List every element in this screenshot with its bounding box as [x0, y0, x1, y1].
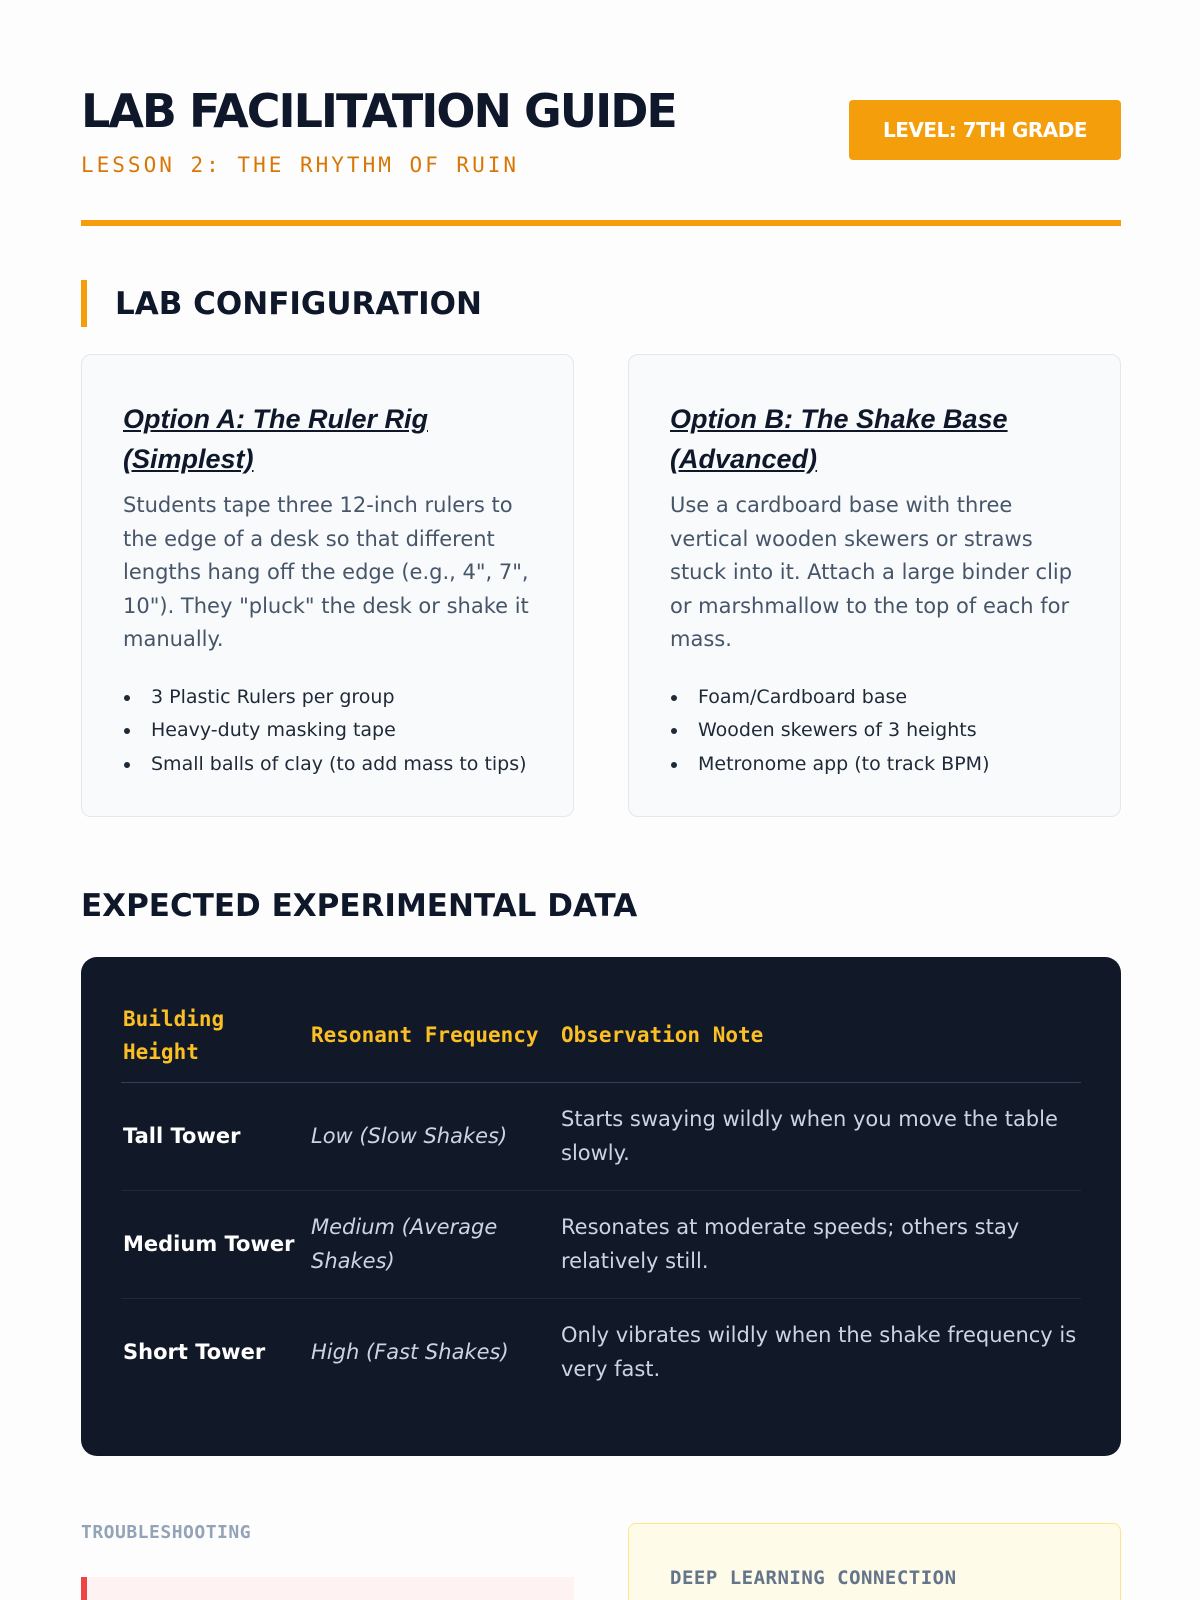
- option-a-card: [81, 354, 574, 817]
- option-a-materials-list: [123, 681, 533, 782]
- option-b-description: Use a cardboard base with three vertical wooden skewers or straws stuck into it. Attach a large binder clip or marshmallow to the top of each for mass.: [670, 493, 1073, 651]
- document-header: [81, 84, 1121, 234]
- column-header-text: Building Height: [123, 1006, 225, 1064]
- table-header-row: [121, 1002, 1081, 1082]
- building-height-cell: Short Tower: [123, 1340, 266, 1365]
- column-header-text: Resonant Frequency: [311, 1023, 539, 1048]
- experimental-data-panel: [81, 957, 1121, 1456]
- list-item: [123, 681, 533, 715]
- list-item-text: 3 Plastic Rulers per group: [151, 685, 395, 708]
- list-item-text: Metronome app (to track BPM): [698, 752, 990, 775]
- resonant-frequency-cell: Medium (Average Shakes): [309, 1190, 559, 1298]
- building-height-cell: Tall Tower: [121, 1082, 309, 1190]
- list-item-text: Small balls of clay (to add mass to tips): [151, 752, 527, 775]
- list-item: [670, 714, 1080, 748]
- resonant-frequency-cell: Low (Slow Shakes): [309, 1082, 559, 1190]
- observation-note-cell: Only vibrates wildly when the shake frequency is very fast.: [561, 1323, 1077, 1382]
- list-item-text: Wooden skewers of 3 heights: [698, 719, 977, 741]
- bullet-icon: [124, 762, 130, 768]
- bullet-icon: [671, 762, 677, 768]
- table-row: [121, 1298, 1081, 1406]
- deep-learning-connection-box: [628, 1523, 1121, 1600]
- option-b-card: [628, 354, 1121, 817]
- header-divider: [81, 220, 1121, 226]
- list-item: [123, 714, 533, 748]
- option-b-title: Option B: The Shake Base (Advanced): [670, 404, 1008, 474]
- section-accent-bar: [81, 280, 87, 327]
- column-header-frequency: [309, 1002, 559, 1082]
- lesson-subtitle: LESSON 2: THE RHYTHM OF RUIN: [81, 153, 520, 177]
- column-header-note: [559, 1002, 1081, 1082]
- resonant-frequency-cell: High (Fast Shakes): [311, 1340, 509, 1365]
- column-header-height: [121, 1002, 309, 1082]
- option-b-materials-list: [670, 681, 1080, 782]
- troubleshooting-callout: [81, 1577, 574, 1600]
- column-header-text: Observation Note: [561, 1023, 764, 1048]
- list-item: [123, 748, 533, 782]
- list-item-text: Heavy-duty masking tape: [151, 719, 396, 741]
- option-a-description: Students tape three 12-inch rulers to the edge of a desk so that different lengths hang off the edge (e.g., 4", 7", 10"). They "pluck" the desk or shake it manually.: [123, 493, 529, 651]
- bullet-icon: [124, 728, 130, 734]
- building-height-cell: Medium Tower: [121, 1190, 309, 1298]
- troubleshooting-label: TROUBLESHOOTING: [81, 1522, 252, 1543]
- document-title: LAB FACILITATION GUIDE: [81, 84, 676, 138]
- observation-note-cell: Resonates at moderate speeds; others stay relatively still.: [559, 1190, 1081, 1298]
- list-item-text: Foam/Cardboard base: [698, 685, 908, 708]
- grade-level-badge: LEVEL: 7TH GRADE: [849, 100, 1121, 160]
- option-a-title: Option A: The Ruler Rig (Simplest): [123, 404, 428, 474]
- list-item: [670, 681, 1080, 715]
- lab-configuration-heading: LAB CONFIGURATION: [115, 286, 482, 322]
- table-row: [121, 1082, 1081, 1190]
- experimental-data-table: [121, 1002, 1081, 1406]
- experimental-data-heading: EXPECTED EXPERIMENTAL DATA: [81, 888, 638, 924]
- list-item: [670, 748, 1080, 782]
- bullet-icon: [124, 695, 130, 701]
- bullet-icon: [671, 695, 677, 701]
- observation-note-cell: Starts swaying wildly when you move the table slowly.: [559, 1082, 1081, 1190]
- bullet-icon: [671, 728, 677, 734]
- table-row: [121, 1190, 1081, 1298]
- deep-learning-connection-label: DEEP LEARNING CONNECTION: [670, 1567, 957, 1589]
